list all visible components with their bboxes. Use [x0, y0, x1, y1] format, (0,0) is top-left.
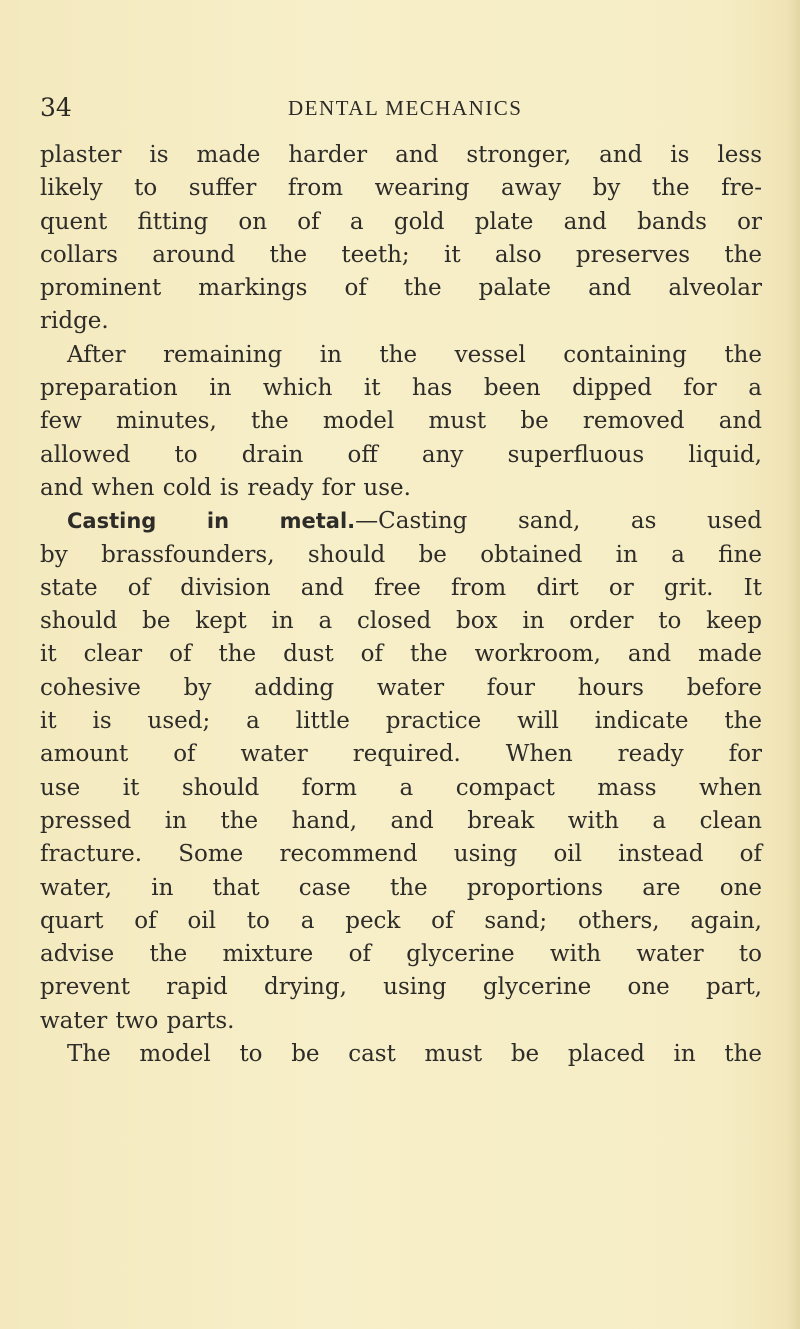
text-line: amount of water required. When ready for: [40, 741, 762, 768]
text-line: likely to suffer from wearing away by the fre-: [40, 175, 762, 202]
text-line: it clear of the dust of the workroom, and made: [40, 641, 762, 668]
text-line: preparation in which it has been dipped for a: [40, 375, 762, 402]
text-line: water, in that case the proportions are one: [40, 874, 762, 901]
page-header: [0, 88, 800, 128]
text-line: ridge.: [40, 308, 109, 335]
text-line: collars around the teeth; it also preserves the: [40, 241, 762, 268]
text-line: prominent markings of the palate and alveolar: [40, 275, 762, 302]
text-line: advise the mixture of glycerine with water to: [40, 941, 762, 968]
page-number: 34: [40, 93, 72, 122]
text-line: —Casting sand, as used: [355, 508, 762, 535]
text-line-with-heading: [40, 505, 762, 538]
text-line: prevent rapid drying, using glycerine one part,: [40, 974, 762, 1001]
section-heading: Casting in metal.: [67, 509, 356, 534]
text-line: pressed in the hand, and break with a clean: [40, 807, 762, 834]
text-line: quent fitting on of a gold plate and bands or: [40, 208, 762, 235]
running-title: DENTAL MECHANICS: [288, 96, 523, 120]
text-line: allowed to drain off any superfluous liquid,: [40, 441, 762, 468]
text-line: it is used; a little practice will indicate the: [40, 708, 762, 735]
text-line: by brassfounders, should be obtained in a fine: [40, 541, 762, 568]
text-line: After remaining in the vessel containing the: [67, 341, 762, 368]
text-line: water two parts.: [40, 1007, 235, 1034]
text-line: few minutes, the model must be removed and: [40, 408, 762, 435]
page-edge-shadow: [786, 0, 800, 1329]
body-text: [40, 139, 762, 1071]
text-line: cohesive by adding water four hours before: [40, 674, 762, 701]
text-line: The model to be cast must be placed in the: [67, 1041, 762, 1068]
text-line: should be kept in a closed box in order to keep: [40, 608, 762, 635]
text-line: plaster is made harder and stronger, and is less: [40, 142, 762, 168]
text-line: use it should form a compact mass when: [40, 774, 762, 801]
text-line: state of division and free from dirt or grit. It: [40, 574, 762, 601]
text-line: quart of oil to a peck of sand; others, again,: [40, 907, 762, 934]
text-line: and when cold is ready for use.: [40, 474, 411, 501]
text-line: fracture. Some recommend using oil instead of: [40, 841, 762, 868]
